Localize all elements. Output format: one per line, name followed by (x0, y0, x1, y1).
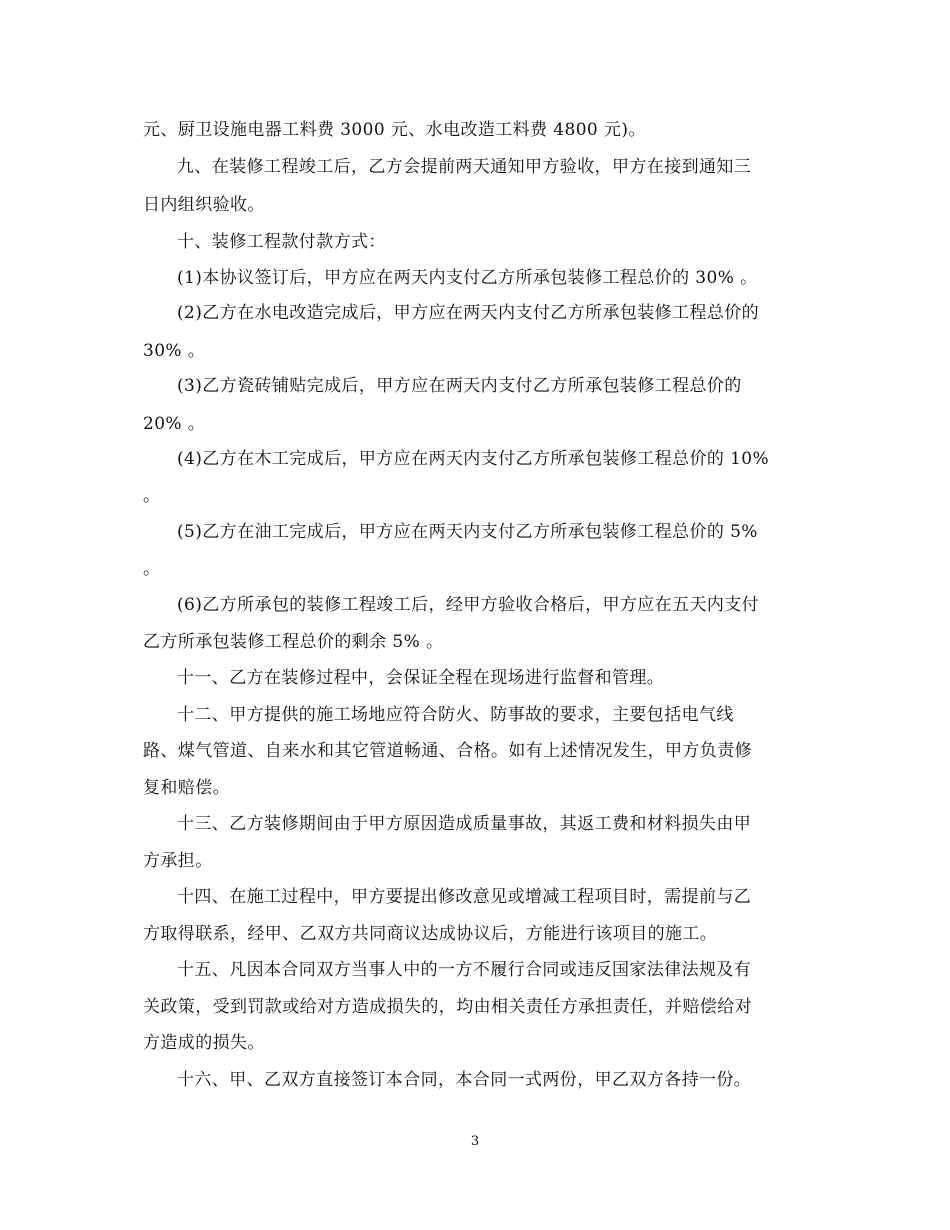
text-line: 。 (143, 486, 161, 506)
page-number: 3 (470, 1134, 480, 1149)
text-line: (4)乙方在木工完成后，甲方应在两天内支付乙方所承包装修工程总价的 10% (177, 449, 770, 469)
text-line: (3)乙方瓷砖铺贴完成后，甲方应在两天内支付乙方所承包装修工程总价的 (177, 376, 742, 396)
text-line: 十五、凡因本合同双方当事人中的一方不履行合同或违反国家法律法规及有 (177, 960, 752, 980)
text-line: 十、装修工程款付款方式： (177, 232, 386, 252)
text-line: 十四、在施工过程中，甲方要提出修改意见或增减工程项目时，需提前与乙 (177, 887, 752, 907)
text-line: 方取得联系，经甲、乙双方共同商议达成协议后，方能进行该项目的施工。 (143, 924, 718, 944)
text-line: (5)乙方在油工完成后，甲方应在两天内支付乙方所承包装修工程总价的 5% (177, 522, 758, 542)
text-line: (2)乙方在水电改造完成后，甲方应在两天内支付乙方所承包装修工程总价的 (177, 303, 760, 323)
text-line: 方承担。 (143, 851, 213, 871)
text-line: 方造成的损失。 (143, 1033, 265, 1053)
text-line: 乙方所承包装修工程总价的剩余 5% 。 (143, 632, 444, 652)
text-line: 十二、甲方提供的施工场地应符合防火、防事故的要求，主要包括电气线 (177, 705, 734, 725)
text-line: 十三、乙方装修期间由于甲方原因造成质量事故，其返工费和材料损失由甲 (177, 814, 752, 834)
text-line: 日内组织验收。 (143, 195, 265, 215)
text-line: 。 (143, 559, 161, 579)
text-line: 十六、甲、乙双方直接签订本合同，本合同一式两份，甲乙双方各持一份。 (177, 1070, 752, 1090)
text-line: 复和赔偿。 (143, 778, 230, 798)
text-line: (1)本协议签订后，甲方应在两天内支付乙方所承包装修工程总价的 30% 。 (177, 268, 758, 288)
text-line: 路、煤气管道、自来水和其它管道畅通、合格。如有上述情况发生，甲方负责修 (143, 741, 752, 761)
text-line: 九、在装修工程竣工后，乙方会提前两天通知甲方验收，甲方在接到通知三 (177, 157, 752, 177)
text-line: 20% 。 (143, 414, 206, 434)
text-line: 关政策，受到罚款或给对方造成损失的，均由相关责任方承担责任，并赔偿给对 (143, 997, 752, 1017)
text-line: 元、厨卫设施电器工料费 3000 元、水电改造工料费 4800 元)。 (143, 120, 646, 140)
text-line: 十一、乙方在装修过程中，会保证全程在现场进行监督和管理。 (177, 668, 665, 688)
text-line: (6)乙方所承包的装修工程竣工后，经甲方验收合格后，甲方应在五天内支付 (177, 595, 760, 615)
text-line: 30% 。 (143, 341, 206, 361)
